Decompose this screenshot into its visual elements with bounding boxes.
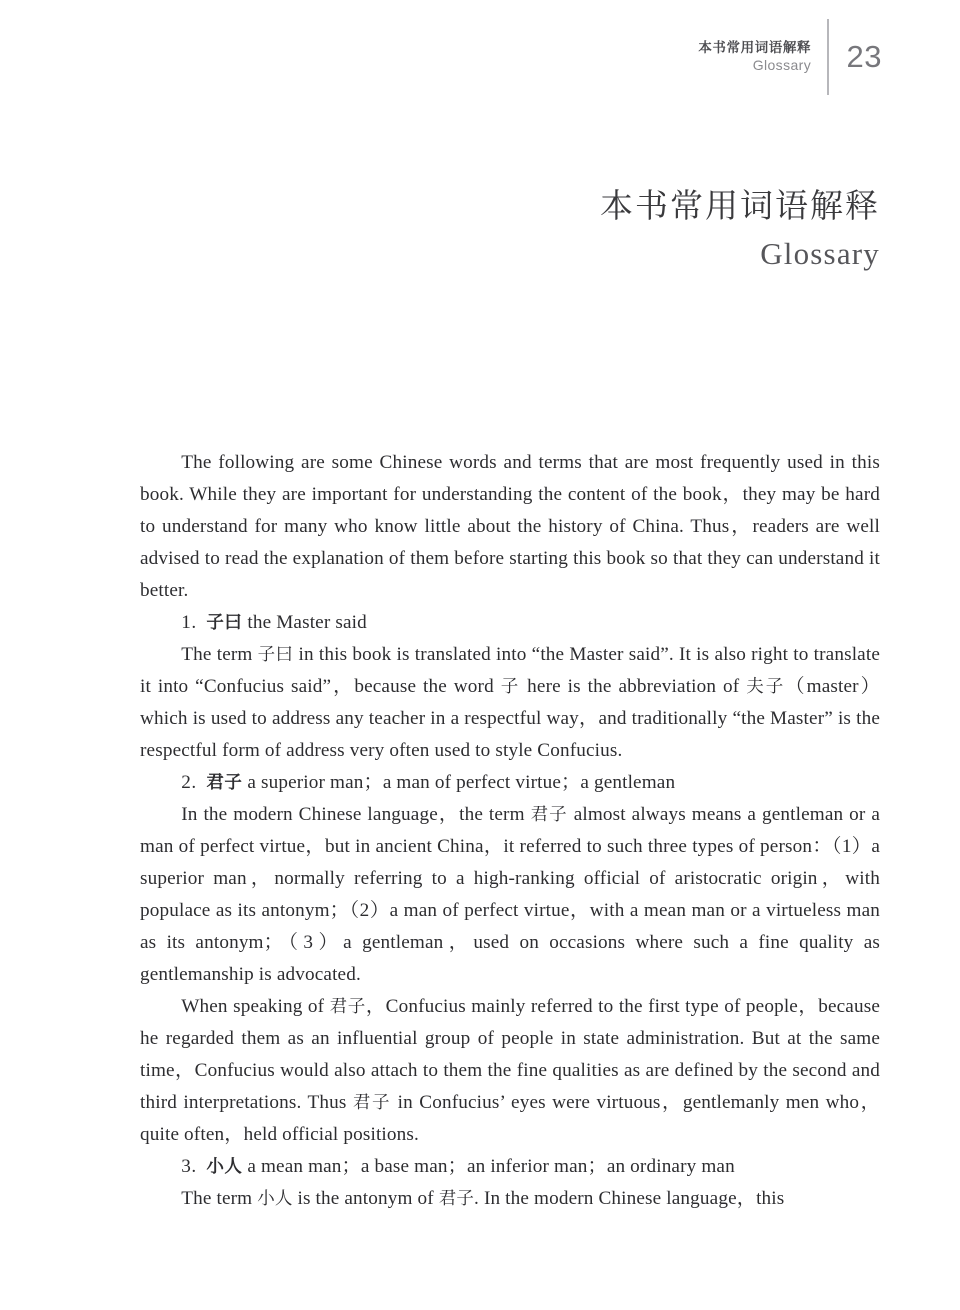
page-number: 23: [846, 39, 882, 74]
inline-chinese-term: 子: [500, 677, 521, 697]
glossary-entry-heading: [140, 1151, 880, 1183]
paragraph-text-run: is the antonym of: [292, 1188, 439, 1209]
inline-chinese-term: 君子: [438, 1189, 475, 1209]
paragraph-text-run: In the modern Chinese language，the term: [181, 804, 531, 825]
entry-number: 1.: [181, 612, 197, 633]
paragraph-text-run: ，Confucius mainly referred to the first type of people，because he regarded them as an influential group of people in state administration. But at the same time，Confucius would also attach to them the fine qualities as are defined by the second and third interpretations. Thus: [140, 996, 880, 1113]
inline-chinese-term: 君子: [530, 805, 568, 825]
entry-gloss: a mean man；a base man；an inferior man；an ordinary man: [247, 1156, 735, 1177]
paragraph-text-run: When speaking of: [181, 996, 330, 1017]
entry-term: 君子: [206, 773, 243, 793]
running-header-label: [698, 39, 827, 74]
entry-gloss: a superior man；a man of perfect virtue；a gentleman: [247, 772, 676, 793]
entry-number: 3.: [181, 1156, 197, 1177]
paragraph-text-run: almost always means a gentleman or a man of perfect virtue，but in ancient China，it referred to such three types of person：（1）a superior man，normally referring to a high-ranking official of aristocratic origin，with populace as its antonym；（2）a man of perfect virtue，with a mean man or a virtueless man as its antonym；（3）a gentleman，used on occasions where such a fine quality as gentlemanship is advocated.: [140, 804, 880, 985]
paragraph-text-run: here is the abbreviation of: [520, 676, 747, 697]
intro-paragraph: The following are some Chinese words and terms that are most frequently used in this book. While they are important for understanding the content of the book，they may be hard to understand for many who know little about the history of China. Thus，readers are well advised to read the explanation of them before starting this book so that they can understand it better.: [140, 452, 880, 601]
glossary-entry-heading: [140, 607, 880, 639]
paragraph-text-run: （master）which is used to address any teacher in a respectful way，and traditionally “the Master” is the respectful form of address very often used to style Confucius.: [140, 676, 880, 761]
paragraph-text-run: The term: [181, 644, 258, 665]
entry-term: 小人: [206, 1157, 243, 1177]
entry-paragraph: [140, 799, 880, 991]
chapter-title-en: Glossary: [760, 236, 880, 272]
body-text-block: [140, 447, 880, 1215]
inline-chinese-term: 夫子: [746, 677, 786, 697]
entry-number: 2.: [181, 772, 197, 793]
running-header-title-en: Glossary: [752, 57, 812, 74]
entry-paragraph: [140, 1183, 880, 1215]
chapter-title-cn: 本书常用词语解释: [600, 186, 880, 225]
paragraph-text-run: in this book is translated into “the Master said”. It is also right to translate it into “Confucius said”，because the word: [140, 644, 880, 697]
entry-term: 子曰: [206, 613, 243, 633]
paragraph-text-run: The term: [181, 1188, 258, 1209]
running-header-inner: [698, 18, 882, 96]
glossary-entry-heading: [140, 767, 880, 799]
running-header: [0, 0, 960, 110]
inline-chinese-term: 君子: [352, 1093, 392, 1113]
chapter-title-block: [600, 185, 880, 275]
entry-paragraph: [140, 639, 880, 767]
paragraph-text-run: . In the modern Chinese language，this: [474, 1188, 785, 1209]
inline-chinese-term: 小人: [257, 1189, 293, 1209]
paragraph-text-run: in Confucius’ eyes were virtuous，gentlemanly men who，quite often，held official positions.: [140, 1092, 880, 1145]
running-header-title-cn: 本书常用词语解释: [698, 39, 812, 56]
glossary-entries: [140, 607, 880, 1215]
entry-gloss: the Master said: [247, 612, 367, 633]
inline-chinese-term: 君子: [329, 997, 366, 1017]
entry-paragraph: [140, 991, 880, 1151]
inline-chinese-term: 子曰: [257, 645, 294, 665]
